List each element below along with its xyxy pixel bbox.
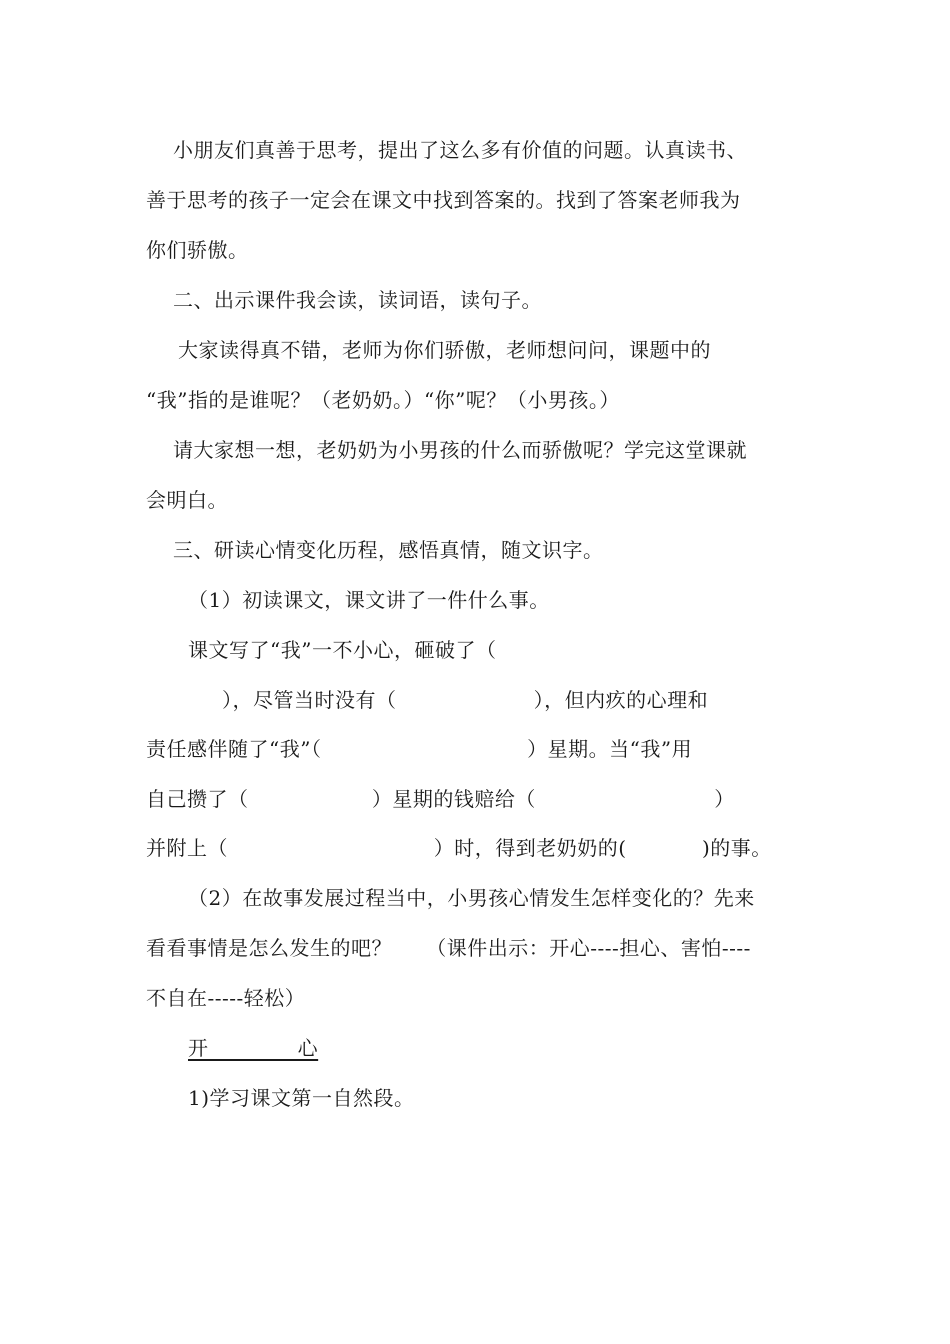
paragraph-line-5: 大家读得真不错，老师为你们骄傲，老师想问问，课题中的: [178, 338, 711, 362]
paragraph-line-3: 你们骄傲。: [146, 238, 249, 262]
paragraph-line-1: 小朋友们真善于思考，提出了这么多有价值的问题。认真读书、: [173, 138, 747, 162]
paragraph-line-2: 善于思考的孩子一定会在课文中找到答案的。找到了答案老师我为: [146, 188, 741, 212]
fill-blank-line-3: 责任感伴随了“我”（ ）星期。当“我”用: [146, 737, 693, 761]
fill-blank-line-2: ），尽管当时没有（ ），但内疚的心理和: [222, 688, 709, 712]
paragraph-line-7: 请大家想一想，老奶奶为小男孩的什么而骄傲呢？学完这堂课就: [173, 438, 747, 462]
question-2-line-1: （2）在故事发展过程当中，小男孩心情发生怎样变化的？先来: [188, 886, 755, 910]
fill-blank-line-5: 并附上（ ）时，得到老奶奶的( )的事。: [146, 836, 772, 860]
question-2-line-3: 不自在-----轻松）: [146, 986, 306, 1010]
subheading-happy: 开 心: [188, 1036, 319, 1060]
study-step-1: 1)学习课文第一自然段。: [188, 1086, 415, 1110]
section-heading-3: 三、研读心情变化历程，感悟真情，随文识字。: [173, 538, 604, 562]
question-1: （1）初读课文，课文讲了一件什么事。: [188, 588, 550, 612]
fill-blank-line-4: 自己攒了（ ）星期的钱赔给（ ）: [146, 787, 735, 811]
question-2-line-2: 看看事情是怎么发生的吧？ （课件出示：开心----担心、害怕----: [146, 936, 751, 960]
fill-blank-line-1: 课文写了“我”一不小心，砸破了（: [188, 638, 497, 662]
paragraph-line-6: “我”指的是谁呢？（老奶奶。）“你”呢？（小男孩。）: [146, 388, 620, 412]
paragraph-line-8: 会明白。: [146, 488, 228, 512]
section-heading-2: 二、出示课件我会读，读词语，读句子。: [173, 288, 542, 312]
